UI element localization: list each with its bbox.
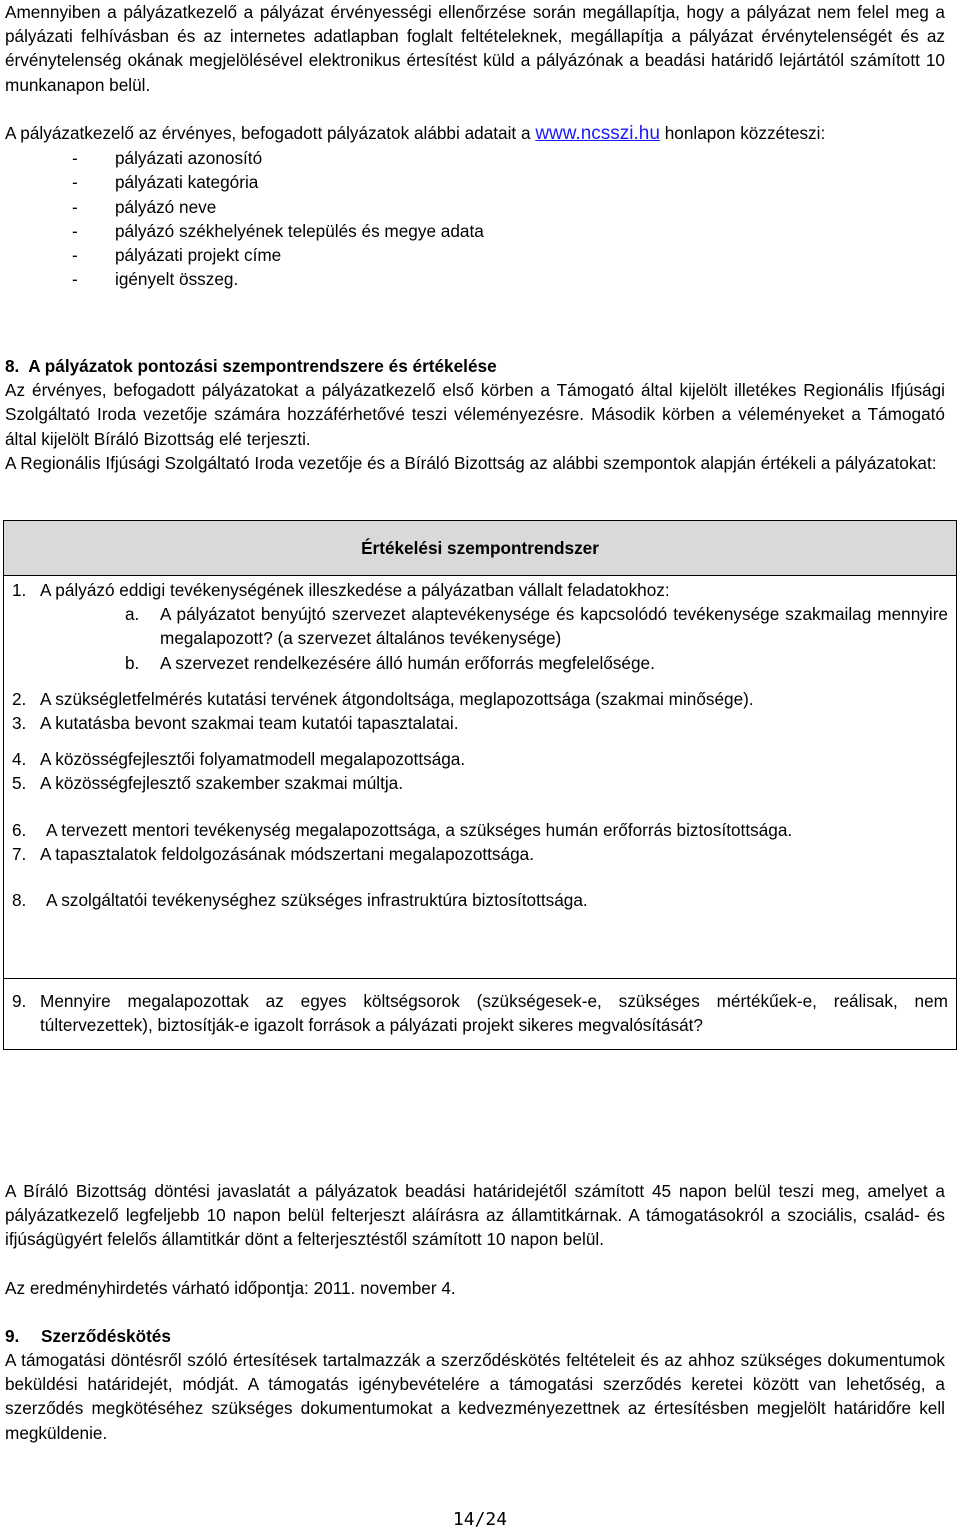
criterion-4: 4. A közösségfejlesztői folyamatmodell megalapozottsága. bbox=[12, 749, 466, 770]
list-item: - pályázati projekt címe bbox=[72, 245, 282, 266]
publication-text-before: A pályázatkezelő az érvényes, befogadott pályázatok alábbi adatait a bbox=[5, 123, 531, 143]
section-8-paragraph-1: Az érvényes, befogadott pályázatokat a pályázatkezelő első körben a Támogató által kijelölt illetékes Regionális Ifjúsági Szolgáltató Iroda vezetője számára hozzáférhetővé teszi véleményezésre. Második körben a véleményeket a Támogató által kijelölt Bíráló Bizottság elé terjeszti. bbox=[5, 380, 945, 449]
criteria-group-1 bbox=[4, 576, 956, 687]
list-item: - pályázó székhelyének település és megye adata bbox=[72, 220, 484, 241]
publication-text-after: honlapon közzéteszi: bbox=[664, 123, 826, 143]
section-8-heading: 8. A pályázatok pontozási szempontrendszere és értékelése bbox=[5, 356, 497, 376]
intro-publication-paragraph bbox=[5, 121, 945, 146]
list-item: - pályázati azonosító bbox=[72, 148, 263, 169]
evaluation-criteria-table bbox=[3, 520, 957, 1050]
criteria-group-6 bbox=[4, 978, 956, 1049]
criterion-2: 2. A szükségletfelmérés kutatási tervének átgondoltsága, meglapozottsága (szakmai minősége). bbox=[12, 688, 754, 709]
section-9-paragraph: A támogatási döntésről szóló értesítések tartalmazzák a szerződéskötés feltételeit és az ahhoz szükséges dokumentumok beküldési határidejét, módját. A támogatás igénybevételére a támogatási szerződés keretei között van lehetőség, a szerződés megkötéséhez szükséges dokumentumokat a kedvezményezettnek az értesítésben megjelölt határidőre kell megküldenie. bbox=[5, 1350, 945, 1443]
criteria-group-3 bbox=[4, 747, 956, 817]
criterion-8: 8. A szolgáltatói tevékenységhez szükséges infrastruktúra biztosítottsága. bbox=[12, 890, 588, 911]
published-data-list bbox=[5, 146, 945, 291]
criteria-group-5 bbox=[4, 888, 956, 978]
criterion-1a: a. A pályázatot benyújtó szervezet alaptevékenysége és kapcsolódó tevékenysége szakmailag mennyire megalapozott? (a szervezet általános tevékenysége) bbox=[125, 604, 948, 649]
criterion-9: 9. Mennyire megalapozottak az egyes költségsorok (szükségesek-e, szükséges mértékűek-e, reálisak, nem túltervezettek), biztosítják-e igazolt források a pályázati projekt sikeres megvalósítását? bbox=[12, 991, 948, 1036]
website-link[interactable]: www.ncsszi.hu bbox=[535, 123, 660, 144]
decision-paragraph: A Bíráló Bizottság döntési javaslatát a pályázatok beadási határidejétől számított 45 napon belül teszi meg, amelyet a pályázatkezelő legfeljebb 10 napon belül felterjeszt aláírásra az államtitkárnak. A támogatásokról a szociális, család- és ifjúságügyért felelős államtitkár dönt a felterjesztéstől számított 10 napon belül. bbox=[5, 1181, 945, 1250]
section-8 bbox=[5, 354, 945, 475]
intro-publication-block bbox=[5, 121, 945, 291]
list-item: - pályázó neve bbox=[72, 196, 217, 217]
criterion-5: 5. A közösségfejlesztő szakember szakmai múltja. bbox=[12, 773, 403, 794]
list-item: - pályázati kategória bbox=[72, 172, 259, 193]
list-item: - igényelt összeg. bbox=[72, 269, 239, 290]
page-number: 14/24 bbox=[452, 1509, 508, 1530]
table-title: Értékelési szempontrendszer bbox=[4, 521, 956, 576]
criteria-group-2 bbox=[4, 687, 956, 747]
intro-paragraph-invalidity: Amennyiben a pályázatkezelő a pályázat érvényességi ellenőrzése során megállapítja, hogy a pályázat nem felel meg a pályázati felhívásban és az internetes adatlapban foglalt feltételeknek, megállapítja a pályázat érvénytelenségét és az érvénytelenség okának megjelölésével elektronikus értesítést küld a pályázónak a beadási határidő lejártától számított 10 munkanapon belül. bbox=[5, 2, 945, 95]
criterion-1b: b. A szervezet rendelkezésére álló humán erőforrás megfelelősége. bbox=[125, 652, 655, 673]
criteria-group-4 bbox=[4, 818, 956, 888]
criterion-1: 1. A pályázó eddigi tevékenységének illeszkedése a pályázatban vállalt feladatokhoz: bbox=[12, 580, 670, 600]
announcement-date: Az eredményhirdetés várható időpontja: 2011. november 4. bbox=[5, 1277, 456, 1298]
section-9-heading: 9. Szerződéskötés bbox=[5, 1325, 171, 1346]
criterion-6: 6. A tervezett mentori tevékenység megalapozottsága, a szükséges humán erőforrás biztosítottsága. bbox=[12, 819, 793, 840]
criterion-3: 3. A kutatásba bevont szakmai team kutatói tapasztalatai. bbox=[12, 713, 459, 734]
criterion-7: 7. A tapasztalatok feldolgozásának módszertani megalapozottsága. bbox=[12, 843, 534, 864]
section-8-paragraph-2: A Regionális Ifjúsági Szolgáltató Iroda vezetője és a Bíráló Bizottság az alábbi szempontok alapján értékeli a pályázatokat: bbox=[5, 452, 937, 473]
closing-section bbox=[5, 1179, 945, 1445]
